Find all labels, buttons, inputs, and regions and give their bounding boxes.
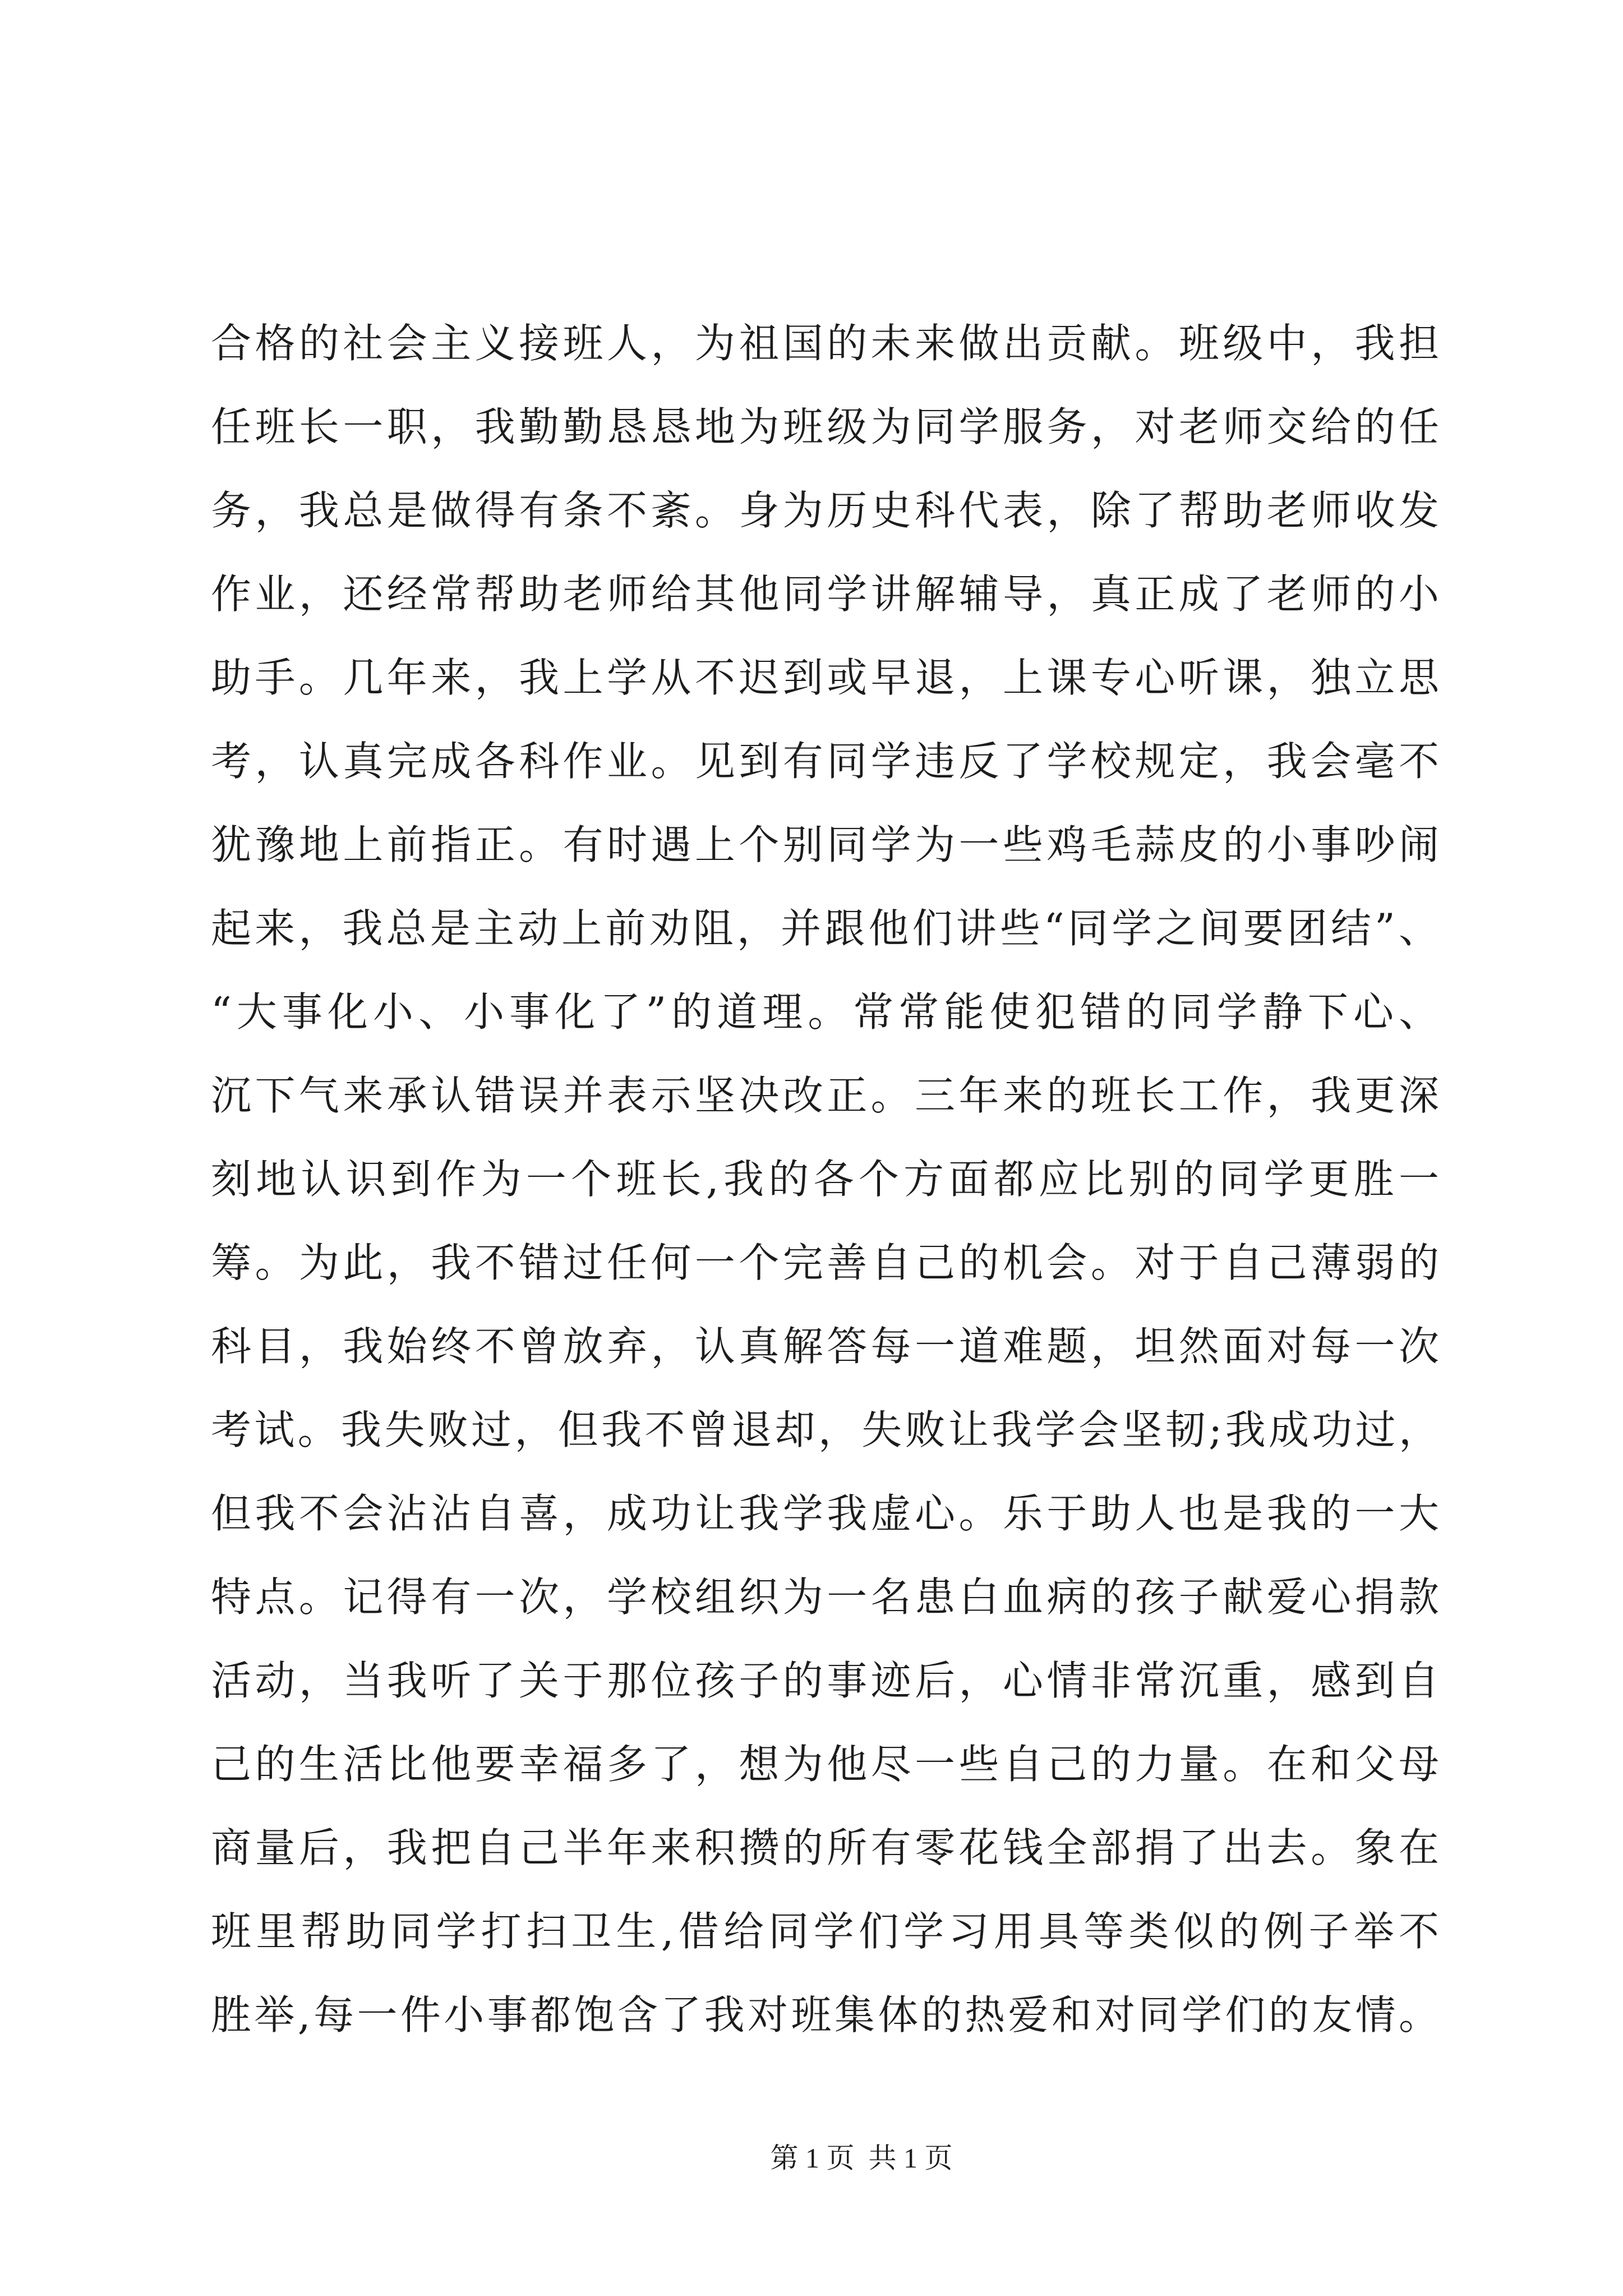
text-line: 商量后，我把自己半年来积攒的所有零花钱全部捐了出去。象在 [211,1824,1439,1871]
text-line: 务，我总是做得有条不紊。身为历史科代表，除了帮助老师收发 [211,487,1439,534]
text-line: 己的生活比他要幸福多了，想为他尽一些自己的力量。在和父母 [211,1741,1439,1788]
body-paragraph [211,302,1439,2057]
text-line: 犹豫地上前指正。有时遇上个别同学为一些鸡毛蒜皮的小事吵闹 [211,821,1439,868]
text-line: 活动，当我听了关于那位孩子的事迹后，心情非常沉重，感到自 [211,1657,1439,1704]
text-line: 胜举,每一件小事都饱含了我对班集体的热爱和对同学们的友情。 [211,1991,1439,2039]
text-line: 但我不会沾沾自喜，成功让我学我虚心。乐于助人也是我的一大 [211,1490,1439,1537]
text-line: 筹。为此，我不错过任何一个完善自己的机会。对于自己薄弱的 [211,1239,1439,1286]
text-line: 考试。我失败过，但我不曾退却，失败让我学会坚韧;我成功过， [211,1406,1439,1453]
text-line: 合格的社会主义接班人，为祖国的未来做出贡献。班级中，我担 [211,320,1439,367]
text-line: 任班长一职，我勤勤恳恳地为班级为同学服务，对老师交给的任 [211,403,1439,450]
text-line: “大事化小、小事化了”的道理。常常能使犯错的同学静下心、 [211,988,1439,1036]
text-line: 科目，我始终不曾放弃，认真解答每一道难题，坦然面对每一次 [211,1323,1439,1370]
text-line: 沉下气来承认错误并表示坚决改正。三年来的班长工作，我更深 [211,1072,1439,1119]
text-line: 班里帮助同学打扫卫生,借给同学们学习用具等类似的例子举不 [211,1908,1439,1955]
text-line: 考，认真完成各科作业。见到有同学违反了学校规定，我会毫不 [211,738,1439,785]
page-number-footer: 第 1 页 共 1 页 [770,2142,953,2174]
text-line: 助手。几年来，我上学从不迟到或早退，上课专心听课，独立思 [211,654,1439,701]
text-line: 作业，还经常帮助老师给其他同学讲解辅导，真正成了老师的小 [211,570,1439,618]
text-line: 刻地认识到作为一个班长,我的各个方面都应比别的同学更胜一 [211,1156,1439,1203]
text-line: 特点。记得有一次，学校组织为一名患白血病的孩子献爱心捐款 [211,1573,1439,1621]
text-line: 起来，我总是主动上前劝阻，并跟他们讲些“同学之间要团结”、 [211,905,1439,952]
